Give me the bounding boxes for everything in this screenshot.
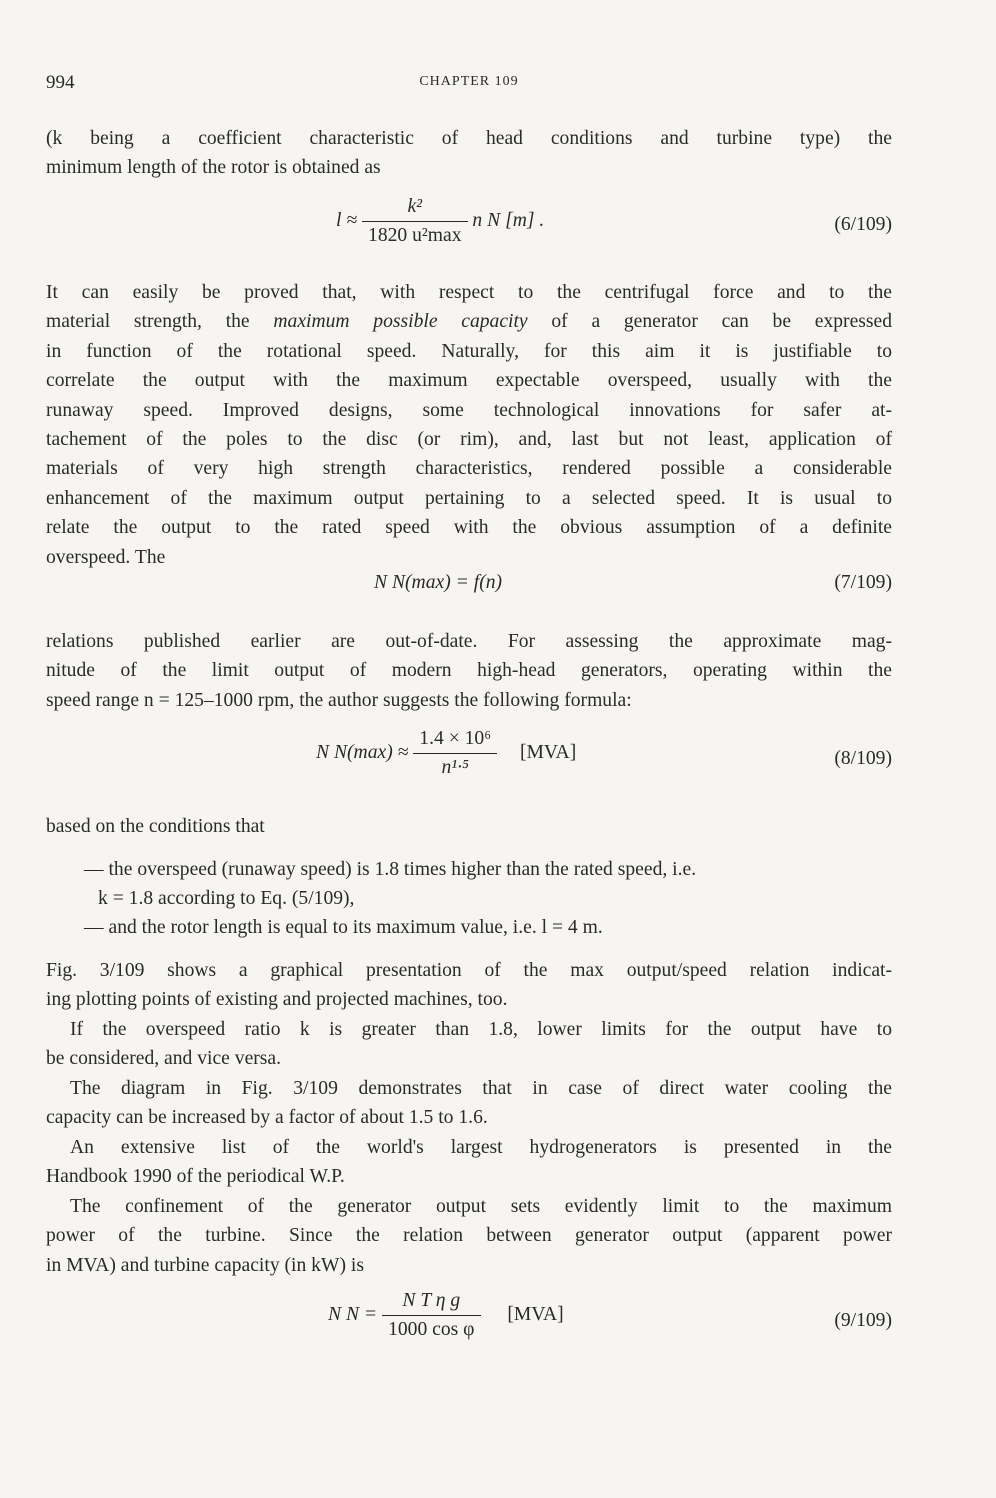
- eq9-denominator: 1000 cos φ: [388, 1319, 475, 1340]
- text-line: (k being a coefficient characteristic of head conditions and turbine type) the: [46, 128, 892, 149]
- eq7-expression: N N(max) = f(n): [374, 572, 503, 593]
- page-number: 994: [46, 72, 75, 93]
- eq8-fraction: [413, 728, 497, 779]
- equation-6: [46, 196, 892, 266]
- text-line: Handbook 1990 of the periodical W.P.: [46, 1166, 345, 1188]
- paragraph-3: [46, 627, 892, 715]
- eq6-rhs: n N [m] .: [472, 210, 545, 231]
- paragraph-2: [46, 278, 892, 572]
- equation-9: [46, 1290, 892, 1360]
- equation-7: [46, 572, 892, 604]
- text-line: The confinement of the generator output sets evidently limit to the maximum: [70, 1196, 892, 1217]
- running-head: [46, 72, 892, 100]
- paragraph-6: [46, 1015, 892, 1074]
- text-line: — the overspeed (runaway speed) is 1.8 times higher than the rated speed, i.e.: [84, 859, 697, 880]
- text-line: — and the rotor length is equal to its maximum value, i.e. l = 4 m.: [84, 917, 603, 938]
- eq8-lhs: N N(max) ≈: [316, 742, 409, 763]
- text-line: be considered, and vice versa.: [46, 1048, 282, 1070]
- eq7-label: (7/109): [834, 572, 892, 593]
- text-line: ing plotting points of existing and projected machines, too.: [46, 989, 508, 1011]
- paragraph-8: [46, 1133, 892, 1192]
- text-line: If the overspeed ratio k is greater than 1.8, lower limits for the output have to: [70, 1019, 892, 1040]
- text-line: An extensive list of the world's largest hydrogenerators is presented in the: [70, 1137, 892, 1158]
- text-line: enhancement of the maximum output pertaining to a selected speed. It is usual to: [46, 487, 892, 509]
- text-line: k = 1.8 according to Eq. (5/109),: [98, 888, 355, 910]
- list-item: [84, 855, 892, 914]
- text-line: tachement of the poles to the disc (or rim), and, last but not least, application of: [46, 428, 892, 450]
- italic-phrase: maximum possible capacity: [273, 311, 528, 333]
- text-line: Fig. 3/109 shows a graphical presentation of the max output/speed relation indicat-: [46, 960, 892, 981]
- text-line: capacity can be increased by a factor of about 1.5 to 1.6.: [46, 1107, 488, 1129]
- eq8-numerator: 1.4 × 10⁶: [413, 728, 497, 754]
- text-line: relations published earlier are out-of-date. For assessing the approximate mag-: [46, 631, 892, 652]
- eq9-unit: [MVA]: [507, 1304, 564, 1325]
- chapter-heading: CHAPTER 109: [419, 74, 519, 89]
- eq8-denominator: n¹·⁵: [441, 757, 469, 778]
- text-line: The diagram in Fig. 3/109 demonstrates that in case of direct water cooling the: [70, 1078, 892, 1099]
- equation-8: [46, 728, 892, 798]
- eq9-fraction: [382, 1290, 480, 1341]
- text-fragment: of a generator can be expressed: [527, 311, 893, 333]
- eq6-lhs: l ≈: [336, 210, 358, 231]
- text-line: [46, 307, 892, 336]
- text-line: based on the conditions that: [46, 816, 265, 837]
- text-line: correlate the output with the maximum expectable overspeed, usually with the: [46, 370, 892, 392]
- text-line: power of the turbine. Since the relation between generator output (apparent power: [46, 1225, 892, 1247]
- eq8-label: (8/109): [834, 748, 892, 769]
- text-line: overspeed. The: [46, 546, 166, 568]
- paragraph-7: [46, 1074, 892, 1133]
- eq6-numerator: k²: [362, 196, 468, 222]
- eq6-label: (6/109): [834, 214, 892, 235]
- paragraph-5: [46, 956, 892, 1015]
- text-line: in function of the rotational speed. Naturally, for this aim it is justifiable to: [46, 340, 892, 362]
- paragraph-4: [46, 812, 892, 841]
- eq8-unit: [MVA]: [519, 742, 577, 763]
- text-line: speed range n = 125–1000 rpm, the author suggests the following formula:: [46, 689, 632, 711]
- text-line: relate the output to the rated speed with the obvious assumption of a definite: [46, 517, 892, 539]
- text-line: minimum length of the rotor is obtained as: [46, 157, 381, 179]
- text-line: nitude of the limit output of modern high-head generators, operating within the: [46, 660, 892, 682]
- eq9-numerator: N T η g: [382, 1290, 480, 1316]
- eq6-denominator: 1820 u²max: [368, 225, 462, 246]
- eq9-lhs: N N =: [328, 1304, 378, 1325]
- eq9-label: (9/109): [834, 1310, 892, 1331]
- eq6-fraction: [362, 196, 468, 247]
- text-line: runaway speed. Improved designs, some technological innovations for safer at-: [46, 399, 892, 421]
- list-item: [84, 913, 892, 942]
- text-line: It can easily be proved that, with respect to the centrifugal force and to the: [46, 282, 892, 303]
- text-line: in MVA) and turbine capacity (in kW) is: [46, 1254, 364, 1276]
- text-line: materials of very high strength characteristics, rendered possible a considerable: [46, 458, 892, 480]
- paragraph-1: [46, 124, 892, 183]
- text-fragment: material strength, the: [46, 311, 274, 333]
- paragraph-9: [46, 1192, 892, 1280]
